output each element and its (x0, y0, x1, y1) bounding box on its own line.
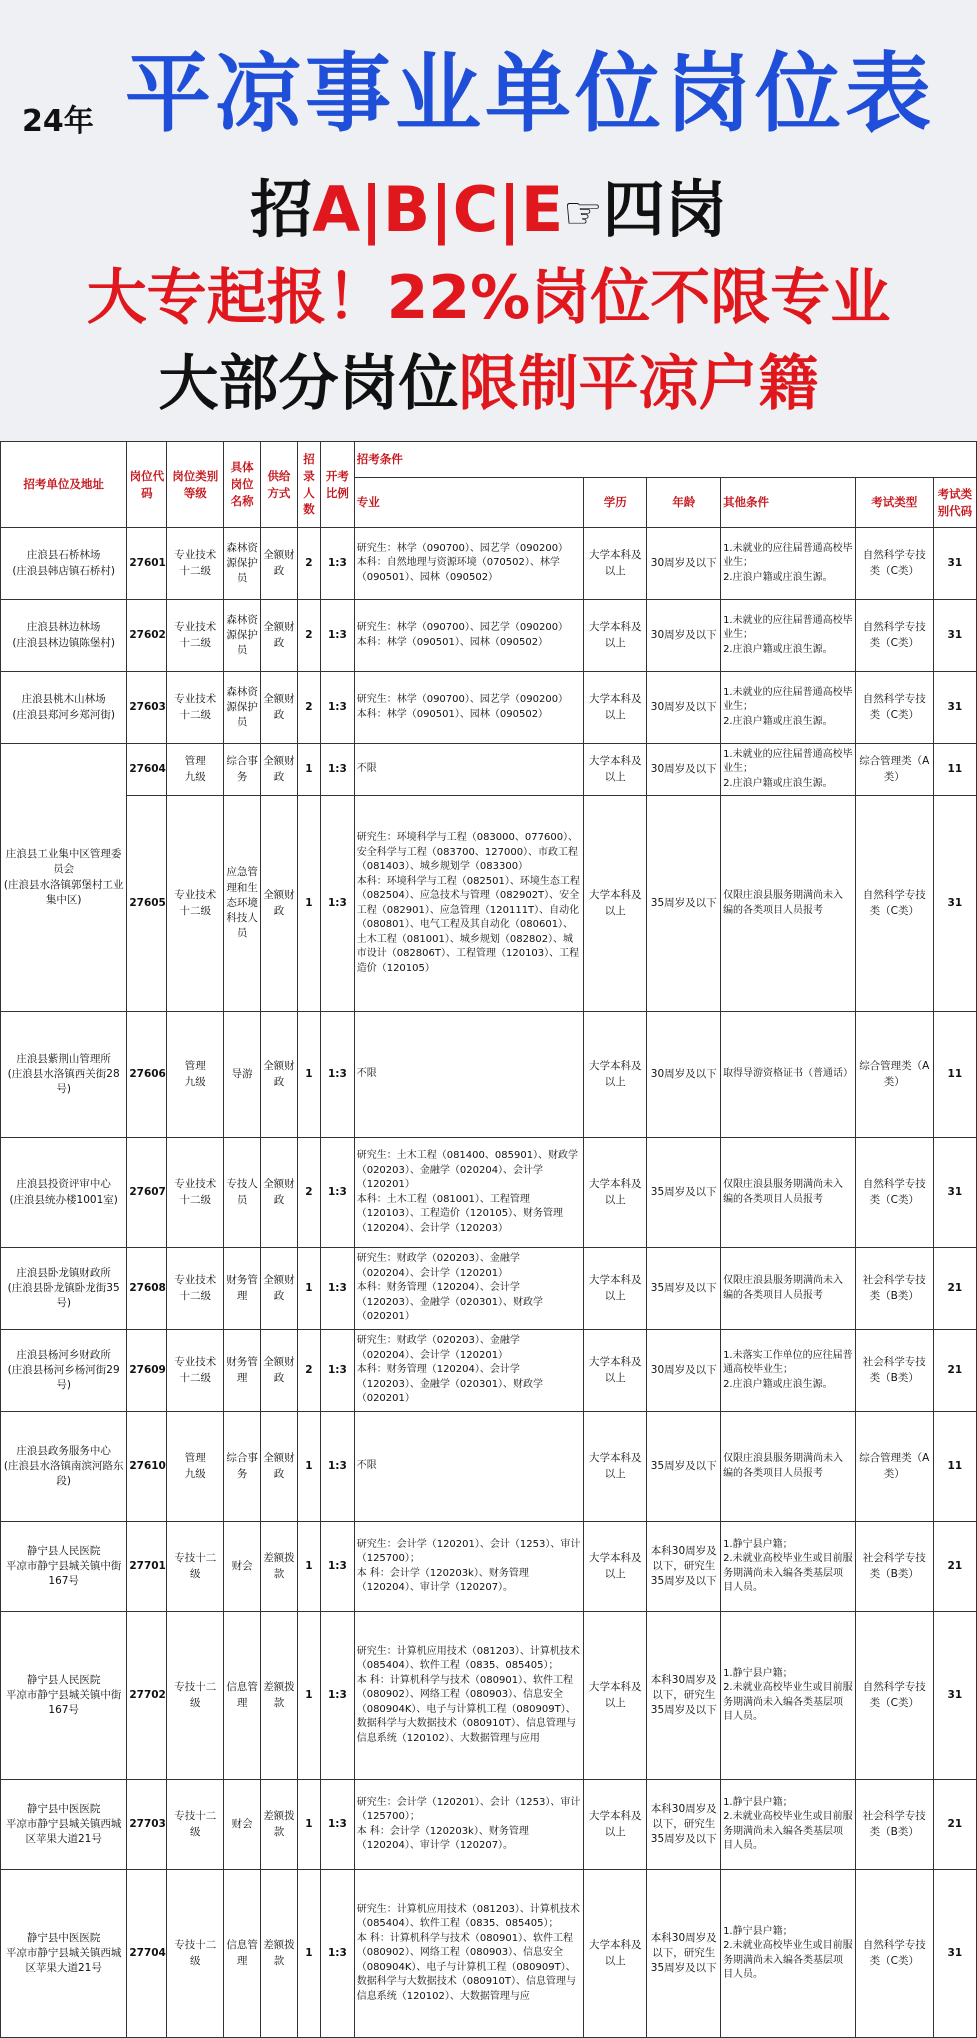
cell-examcode: 31 (933, 528, 976, 600)
cell-name: 导游 (224, 1012, 261, 1138)
cell-age: 30周岁及以下 (647, 672, 721, 744)
cell-edu: 大学本科及以上 (584, 1870, 647, 2038)
cell-unit: 庄浪县杨河乡财政所 (庄浪县杨河乡杨河街29号) (1, 1330, 127, 1412)
cell-age: 35周岁及以下 (647, 1412, 721, 1522)
cell-edu: 大学本科及以上 (584, 796, 647, 1012)
headline-recruit: 招 (250, 173, 313, 246)
cell-count: 2 (297, 672, 320, 744)
cell-exam: 自然科学专技类（C类） (855, 1870, 933, 2038)
cell-code: 27603 (127, 672, 167, 744)
cell-examcode: 21 (933, 1330, 976, 1412)
table-row (1, 1522, 977, 1612)
cell-funding: 全额财政 (261, 1248, 298, 1330)
cell-funding: 差额拨款 (261, 1870, 298, 2038)
cell-code: 27607 (127, 1138, 167, 1248)
cell-funding: 全额财政 (261, 672, 298, 744)
cell-code: 27604 (127, 744, 167, 796)
cell-name: 综合事务 (224, 744, 261, 796)
cell-age: 30周岁及以下 (647, 1012, 721, 1138)
cell-exam: 社会科学专技类（B类） (855, 1248, 933, 1330)
cell-major: 研究生：会计学（120201）、会计（1253）、审计（125700）； 本 科：会计学（120203k）、财务管理（120204）、审计学（120207）。 (354, 1780, 584, 1870)
cell-name: 森林资源保护员 (224, 600, 261, 672)
cell-code: 27703 (127, 1780, 167, 1870)
cell-unit: 庄浪县林边林场 (庄浪县林边镇陈堡村) (1, 600, 127, 672)
cell-type: 管理 九级 (167, 744, 224, 796)
cell-count: 2 (297, 600, 320, 672)
table-row (1, 1870, 977, 2038)
cell-ratio: 1:3 (321, 1138, 355, 1248)
cell-unit: 庄浪县紫荆山管理所 (庄浪县水洛镇西关街28号) (1, 1012, 127, 1138)
cell-age: 35周岁及以下 (647, 1248, 721, 1330)
cell-exam: 自然科学专技类（C类） (855, 600, 933, 672)
table-row (1, 600, 977, 672)
cell-funding: 差额拨款 (261, 1522, 298, 1612)
cell-exam: 自然科学专技类（C类） (855, 528, 933, 600)
cell-name: 森林资源保护员 (224, 672, 261, 744)
page-title: 平凉事业单位岗位表 (125, 44, 935, 144)
cell-ratio: 1:3 (321, 1330, 355, 1412)
cell-examcode: 11 (933, 1412, 976, 1522)
cell-type: 专业技术 十二级 (167, 672, 224, 744)
headline-education-a: 大专起报！22%岗位 (86, 263, 651, 333)
cell-funding: 全额财政 (261, 1012, 298, 1138)
cell-unit: 庄浪县政务服务中心 (庄浪县水洛镇南滨河路东段) (1, 1412, 127, 1522)
cell-code: 27602 (127, 600, 167, 672)
table-row (1, 1138, 977, 1248)
cell-age: 30周岁及以下 (647, 744, 721, 796)
cell-code: 27601 (127, 528, 167, 600)
cell-age: 30周岁及以下 (647, 600, 721, 672)
header-count: 招录人数 (297, 442, 320, 528)
cell-name: 信息管理 (224, 1870, 261, 2038)
pointing-hand-icon: ☞ (563, 188, 603, 240)
headline-household-a: 大部分岗位 (158, 349, 459, 419)
header-code: 岗位代码 (127, 442, 167, 528)
cell-funding: 全额财政 (261, 528, 298, 600)
cell-age: 本科30周岁及以下，研究生35周岁及以下 (647, 1522, 721, 1612)
table-row (1, 796, 977, 1012)
cell-exam: 综合管理类（A类） (855, 1412, 933, 1522)
cell-other: 1.静宁县户籍； 2.未就业高校毕业生或目前服务期满尚未入编各类基层项目人员。 (721, 1522, 856, 1612)
header-age: 年龄 (647, 478, 721, 528)
cell-funding: 全额财政 (261, 1412, 298, 1522)
cell-unit: 庄浪县石桥林场 (庄浪县韩店镇石桥村) (1, 528, 127, 600)
cell-type: 专技十二级 (167, 1522, 224, 1612)
cell-edu: 大学本科及以上 (584, 1780, 647, 1870)
cell-exam: 自然科学专技类（C类） (855, 1138, 933, 1248)
cell-name: 财会 (224, 1522, 261, 1612)
header-unit: 招考单位及地址 (1, 442, 127, 528)
cell-code: 27701 (127, 1522, 167, 1612)
cell-type: 专业技术 十二级 (167, 1248, 224, 1330)
cell-name: 财务管理 (224, 1248, 261, 1330)
cell-type: 专业技术 十二级 (167, 600, 224, 672)
cell-examcode: 21 (933, 1780, 976, 1870)
cell-ratio: 1:3 (321, 744, 355, 796)
table-row (1, 1412, 977, 1522)
cell-type: 专技十二级 (167, 1612, 224, 1780)
cell-age: 本科30周岁及以下，研究生35周岁及以下 (647, 1780, 721, 1870)
cell-other: 1.未就业的应往届普通高校毕业生； 2.庄浪户籍或庄浪生源。 (721, 672, 856, 744)
cell-other: 仅限庄浪县服务期满尚未入编的各类项目人员报考 (721, 1138, 856, 1248)
cell-edu: 大学本科及以上 (584, 1522, 647, 1612)
cell-unit: 静宁县中医医院 平凉市静宁县城关镇西城区苹果大道21号 (1, 1780, 127, 1870)
header-other: 其他条件 (721, 478, 856, 528)
cell-exam: 自然科学专技类（C类） (855, 1612, 933, 1780)
cell-count: 1 (297, 1870, 320, 2038)
cell-exam: 综合管理类（A类） (855, 1012, 933, 1138)
cell-ratio: 1:3 (321, 1612, 355, 1780)
cell-major: 研究生：计算机应用技术（081203）、计算机技术（085404）、软件工程（0835、085405）； 本 科：计算机科学与技术（080901）、软件工程（080902）、网络工程（080903）、信息安全（080904K）、电子与计算机工程（080909T）、数据科学与大数据技术（080910T）、信息管理与信息系统（120102）、大数据管理与应用 (354, 1612, 584, 1780)
cell-count: 1 (297, 1612, 320, 1780)
cell-examcode: 31 (933, 1612, 976, 1780)
cell-exam: 自然科学专技类（C类） (855, 672, 933, 744)
cell-examcode: 11 (933, 1012, 976, 1138)
cell-other: 1.未就业的应往届普通高校毕业生； 2.庄浪户籍或庄浪生源。 (721, 600, 856, 672)
cell-age: 35周岁及以下 (647, 1138, 721, 1248)
cell-ratio: 1:3 (321, 600, 355, 672)
cell-count: 1 (297, 1248, 320, 1330)
cell-major: 研究生：土木工程（081400、085901）、财政学（020203）、金融学（020204）、会计学（120201） 本科：土木工程（081001）、工程管理（120103）、工程造价（120105）、财务管理（120204）、会计学（120203） (354, 1138, 584, 1248)
cell-major: 研究生：财政学（020203）、金融学（020204）、会计学（120201） 本科：财务管理（120204）、会计学（120203）、金融学（020301）、财政学（020201） (354, 1248, 584, 1330)
positions-table (0, 441, 977, 2038)
cell-ratio: 1:3 (321, 672, 355, 744)
cell-ratio: 1:3 (321, 1248, 355, 1330)
cell-other: 1.未就业的应往届普通高校毕业生； 2.庄浪户籍或庄浪生源。 (721, 528, 856, 600)
cell-examcode: 31 (933, 796, 976, 1012)
cell-code: 27605 (127, 796, 167, 1012)
header-conditions: 招考条件 (354, 442, 976, 478)
cell-name: 信息管理 (224, 1612, 261, 1780)
headline-four-types: 四岗 (602, 173, 727, 246)
headline-positions (0, 160, 977, 249)
cell-examcode: 11 (933, 744, 976, 796)
cell-count: 2 (297, 1330, 320, 1412)
cell-funding: 全额财政 (261, 1330, 298, 1412)
cell-ratio: 1:3 (321, 796, 355, 1012)
cell-other: 仅限庄浪县服务期满尚未入编的各类项目人员报考 (721, 796, 856, 1012)
cell-name: 专技人员 (224, 1138, 261, 1248)
cell-exam: 社会科学专技类（B类） (855, 1330, 933, 1412)
cell-examcode: 31 (933, 672, 976, 744)
cell-type: 专业技术 十二级 (167, 796, 224, 1012)
cell-other: 1.静宁县户籍； 2.未就业高校毕业生或目前服务期满尚未入编各类基层项目人员。 (721, 1612, 856, 1780)
header-name: 具体岗位名称 (224, 442, 261, 528)
cell-type: 专业技术 十二级 (167, 1330, 224, 1412)
header-edu: 学历 (584, 478, 647, 528)
cell-edu: 大学本科及以上 (584, 1012, 647, 1138)
cell-funding: 全额财政 (261, 796, 298, 1012)
cell-ratio: 1:3 (321, 528, 355, 600)
cell-edu: 大学本科及以上 (584, 1412, 647, 1522)
cell-age: 本科30周岁及以下，研究生35周岁及以下 (647, 1870, 721, 2038)
cell-code: 27704 (127, 1870, 167, 2038)
cell-funding: 全额财政 (261, 600, 298, 672)
cell-unit: 庄浪县投资评审中心 (庄浪县统办楼1001室) (1, 1138, 127, 1248)
cell-exam: 综合管理类（A类） (855, 744, 933, 796)
cell-other: 1.静宁县户籍； 2.未就业高校毕业生或目前服务期满尚未入编各类基层项目人员。 (721, 1870, 856, 2038)
year-label: 24年 (22, 104, 94, 139)
cell-type: 专技十二级 (167, 1870, 224, 2038)
cell-count: 2 (297, 528, 320, 600)
table-row (1, 1612, 977, 1780)
cell-exam: 自然科学专技类（C类） (855, 796, 933, 1012)
cell-edu: 大学本科及以上 (584, 744, 647, 796)
cell-examcode: 21 (933, 1522, 976, 1612)
headline-household-b: 限制平凉户籍 (458, 349, 819, 419)
cell-count: 1 (297, 1412, 320, 1522)
cell-age: 本科30周岁及以下，研究生35周岁及以下 (647, 1612, 721, 1780)
cell-unit: 庄浪县桃木山林场 (庄浪县郑河乡郑河街) (1, 672, 127, 744)
cell-ratio: 1:3 (321, 1870, 355, 2038)
cell-count: 2 (297, 1138, 320, 1248)
cell-count: 1 (297, 796, 320, 1012)
cell-funding: 差额拨款 (261, 1612, 298, 1780)
header-major: 专业 (354, 478, 584, 528)
headline-education-b: 不限专业 (650, 263, 891, 333)
cell-age: 30周岁及以下 (647, 528, 721, 600)
cell-examcode: 31 (933, 1138, 976, 1248)
table-row (1, 528, 977, 600)
cell-count: 1 (297, 744, 320, 796)
cell-code: 27608 (127, 1248, 167, 1330)
cell-exam: 社会科学专技类（B类） (855, 1522, 933, 1612)
cell-unit: 庄浪县工业集中区管理委员会 (庄浪县水洛镇郭堡村工业集中区) (1, 744, 127, 1012)
header-funding: 供给方式 (261, 442, 298, 528)
cell-examcode: 31 (933, 600, 976, 672)
cell-funding: 全额财政 (261, 1138, 298, 1248)
cell-ratio: 1:3 (321, 1780, 355, 1870)
table-row (1, 1012, 977, 1138)
table-row (1, 1330, 977, 1412)
cell-code: 27610 (127, 1412, 167, 1522)
cell-major: 研究生：环境科学与工程（083000、077600）、安全科学与工程（083700、127000）、市政工程（081403）、城乡规划学（083300） 本科：环境科学与工程（082501）、环境生态工程（082504）、应急技术与管理（082902T）、安全工程（082901）、应急管理（120111T）、自动化（080801）、电气工程及其自动化（080601）、土木工程（081001）、城乡规划（082802）、城市设计（082806T）、工程管理（120103）、工程造价（120105） (354, 796, 584, 1012)
headline-abce: A|B|C|E (312, 173, 564, 246)
header-examcode: 考试类别代码 (933, 478, 976, 528)
cell-count: 1 (297, 1012, 320, 1138)
cell-other: 仅限庄浪县服务期满尚未入编的各类项目人员报考 (721, 1248, 856, 1330)
header-ratio: 开考比例 (321, 442, 355, 528)
cell-age: 35周岁及以下 (647, 796, 721, 1012)
cell-ratio: 1:3 (321, 1522, 355, 1612)
cell-type: 专业技术 十二级 (167, 528, 224, 600)
cell-other: 仅限庄浪县服务期满尚未入编的各类项目人员报考 (721, 1412, 856, 1522)
cell-major: 研究生：财政学（020203）、金融学（020204）、会计学（120201） 本科：财务管理（120204）、会计学（120203）、金融学（020301）、财政学（020201） (354, 1330, 584, 1412)
table-row (1, 672, 977, 744)
table-row (1, 744, 977, 796)
cell-other: 1.未就业的应往届普通高校毕业生； 2.庄浪户籍或庄浪生源。 (721, 744, 856, 796)
cell-major: 研究生：会计学（120201）、会计（1253）、审计（125700）； 本 科：会计学（120203k）、财务管理（120204）、审计学（120207）。 (354, 1522, 584, 1612)
cell-type: 专业技术 十二级 (167, 1138, 224, 1248)
cell-edu: 大学本科及以上 (584, 1248, 647, 1330)
header-exam: 考试类型 (855, 478, 933, 528)
cell-name: 财务管理 (224, 1330, 261, 1412)
cell-other: 1.未落实工作单位的应往届普通高校毕业生； 2.庄浪户籍或庄浪生源。 (721, 1330, 856, 1412)
cell-code: 27606 (127, 1012, 167, 1138)
cell-other: 取得导游资格证书（普通话） (721, 1012, 856, 1138)
cell-unit: 庄浪县卧龙镇财政所 (庄浪县卧龙镇卧龙街35号) (1, 1248, 127, 1330)
cell-major: 研究生：林学（090700）、园艺学（090200） 本科：自然地理与资源环境（070502）、林学（090501）、园林（090502） (354, 528, 584, 600)
cell-major: 不限 (354, 1412, 584, 1522)
cell-exam: 社会科学专技类（B类） (855, 1780, 933, 1870)
cell-major: 研究生：林学（090700）、园艺学（090200） 本科：林学（090501）、园林（090502） (354, 672, 584, 744)
cell-major: 不限 (354, 1012, 584, 1138)
cell-major: 研究生：计算机应用技术（081203）、计算机技术（085404）、软件工程（0835、085405）； 本 科：计算机科学与技术（080901）、软件工程（080902）、网络工程（080903）、信息安全（080904K）、电子与计算机工程（080909T）、数据科学与大数据技术（080910T）、信息管理与信息系统（120102）、大数据管理与应 (354, 1870, 584, 2038)
cell-name: 综合事务 (224, 1412, 261, 1522)
cell-examcode: 21 (933, 1248, 976, 1330)
table-row (1, 1248, 977, 1330)
header-type: 岗位类别等级 (167, 442, 224, 528)
cell-code: 27609 (127, 1330, 167, 1412)
cell-type: 管理 九级 (167, 1012, 224, 1138)
cell-unit: 静宁县人民医院 平凉市静宁县城关镇中街167号 (1, 1522, 127, 1612)
cell-edu: 大学本科及以上 (584, 528, 647, 600)
cell-funding: 全额财政 (261, 744, 298, 796)
cell-examcode: 31 (933, 1870, 976, 2038)
cell-edu: 大学本科及以上 (584, 672, 647, 744)
cell-edu: 大学本科及以上 (584, 600, 647, 672)
cell-type: 管理 九级 (167, 1412, 224, 1522)
headline-education (0, 250, 977, 336)
cell-edu: 大学本科及以上 (584, 1612, 647, 1780)
cell-other: 1.静宁县户籍； 2.未就业高校毕业生或目前服务期满尚未入编各类基层项目人员。 (721, 1780, 856, 1870)
cell-name: 森林资源保护员 (224, 528, 261, 600)
cell-major: 研究生：林学（090700）、园艺学（090200） 本科：林学（090501）、园林（090502） (354, 600, 584, 672)
cell-unit: 静宁县人民医院 平凉市静宁县城关镇中街167号 (1, 1612, 127, 1780)
cell-edu: 大学本科及以上 (584, 1330, 647, 1412)
cell-edu: 大学本科及以上 (584, 1138, 647, 1248)
table-body (1, 528, 977, 2038)
cell-unit: 静宁县中医医院 平凉市静宁县城关镇西城区苹果大道21号 (1, 1870, 127, 2038)
cell-ratio: 1:3 (321, 1412, 355, 1522)
table-row (1, 1780, 977, 1870)
cell-funding: 差额拨款 (261, 1780, 298, 1870)
header-banner (0, 0, 977, 441)
cell-code: 27702 (127, 1612, 167, 1780)
cell-type: 专技十二级 (167, 1780, 224, 1870)
cell-age: 30周岁及以下 (647, 1330, 721, 1412)
cell-name: 财会 (224, 1780, 261, 1870)
cell-name: 应急管理和生态环境科技人员 (224, 796, 261, 1012)
cell-major: 不限 (354, 744, 584, 796)
cell-ratio: 1:3 (321, 1012, 355, 1138)
cell-count: 1 (297, 1780, 320, 1870)
headline-household (0, 336, 977, 422)
cell-count: 1 (297, 1522, 320, 1612)
